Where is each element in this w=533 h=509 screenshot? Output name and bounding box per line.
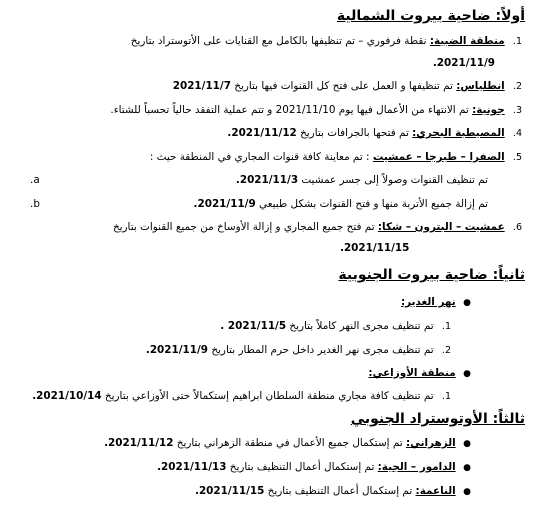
list-item: 3. جونية: تم الانتهاء من الأعمال فيها يوم 2021/11/10 و تتم عملية التفقد حالياً تحسباً للشتاء. xyxy=(110,104,522,116)
sub-item: تم تنظيف القنوات وصولاً إلى جسر عمشيت 2021/11/3. xyxy=(235,174,488,186)
bullet-icon: ● xyxy=(463,487,471,497)
bullet-icon: ● xyxy=(463,369,471,379)
list-item: 4. المصيطبة البحري: تم فتحها بالجرافات بتاريخ 2021/11/12. xyxy=(227,127,522,139)
item-name: منطقة الضبية: xyxy=(429,35,505,47)
sub-letter: b. xyxy=(30,198,40,210)
list-item: 2. تم تنظيف مجرى نهر الغدير داخل حرم المطار بتاريخ 2021/11/9. xyxy=(145,344,451,356)
item-date: 2021/11/15. xyxy=(340,242,410,254)
list-item: 6. عمشيت – البترون – شكا: تم فتح جميع المجاري و إزالة الأوساخ من جميع القنوات بتاريخ xyxy=(112,221,522,233)
bullet-icon: ● xyxy=(463,439,471,449)
bullet-icon: ● xyxy=(463,298,471,308)
bullet-icon: ● xyxy=(463,463,471,473)
list-item: ● الدامور – الجية: تم إستكمال أعمال التنظيف بتاريخ 2021/11/13. xyxy=(157,461,471,473)
section-1-title: أولاً: ضاحية بيروت الشمالية xyxy=(336,8,525,24)
list-item: 1. منطقة الضبية: نقطة فرفوري – تم تنظيفها بالكامل مع القنايات على الأتوستراد بتاريخ xyxy=(130,35,522,47)
sub-letter: a. xyxy=(30,174,40,186)
group-heading: ● منطقة الأوزاعي: xyxy=(368,367,471,379)
list-item: ● الناعمة: تم إستكمال أعمال التنظيف بتاريخ 2021/11/15. xyxy=(194,485,471,497)
list-item: 1. تم تنظيف مجرى النهر كاملاً بتاريخ 2021/11/5 . xyxy=(220,320,451,332)
sub-item: تم إزالة جميع الأتربة منها و فتح القنوات بشكل طبيعي 2021/11/9. xyxy=(193,198,488,210)
item-date: 2021/11/9. xyxy=(432,57,495,69)
list-item: 5. الصفرا – طبرجا – عمشيت : تم معاينة كافة قنوات المجاري في المنطقة حيث : xyxy=(149,151,522,163)
list-item: ● الزهراني: تم إستكمال جميع الأعمال في منطقة الزهراني بتاريخ 2021/11/12. xyxy=(104,437,471,449)
section-3-title: ثالثاً: الأوتوستراد الجنوبي xyxy=(350,411,525,427)
list-item: 1. تم تنظيف كافة مجاري منطقة السلطان ابراهيم إستكمالاً حتى الأوزاعي بتاريخ 2021/10/14. xyxy=(32,390,451,402)
list-item: 2. انطلياس: تم تنظيفها و العمل على فتح كل القنوات فيها بتاريخ 2021/11/7 xyxy=(172,80,522,92)
section-2-title: ثانياً: ضاحية بيروت الجنوبية xyxy=(338,267,525,283)
group-heading: ● نهر الغدير: xyxy=(400,296,471,308)
